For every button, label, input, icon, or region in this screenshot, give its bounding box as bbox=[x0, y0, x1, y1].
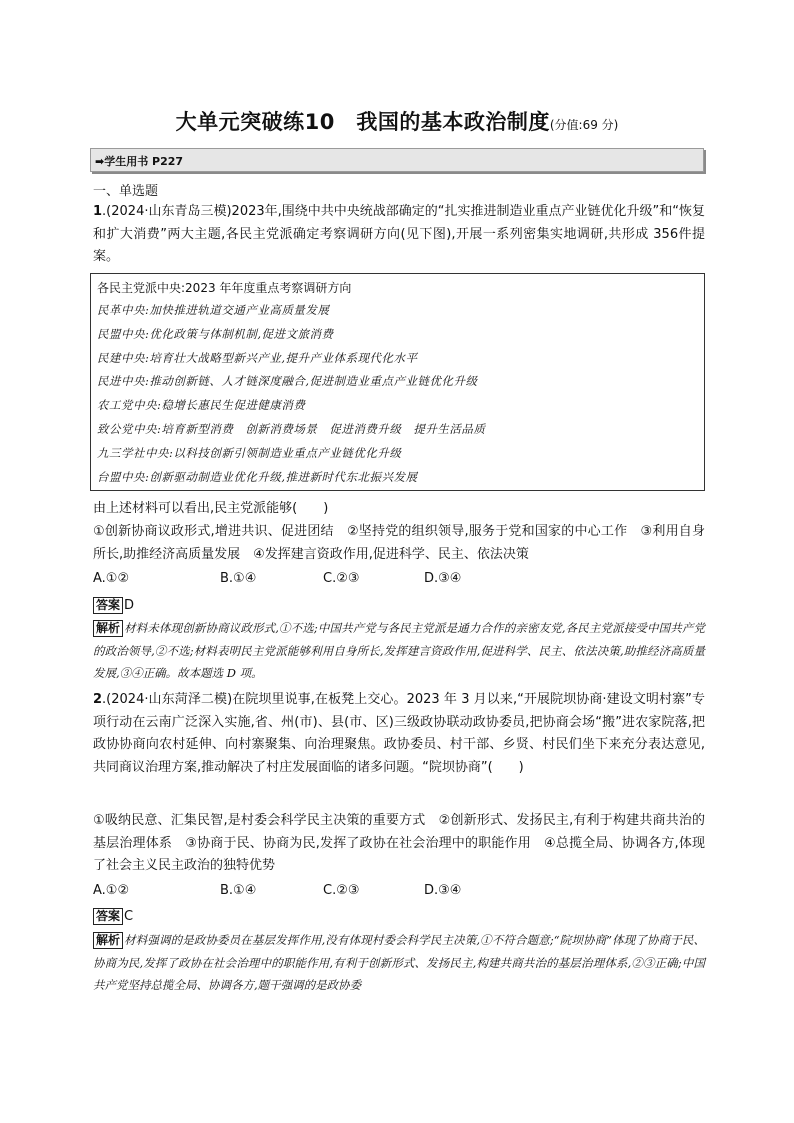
q1-stem-text: .(2024·山东青岛三模)2023年,围绕中共中央统战部确定的“扎实推进制造业重点产业链优化升级”和“恢复和扩大消费”两大主题,各民主党派确定考察调研方向(见下图),开展一系列密集实地调研,共形成 356件提案。 bbox=[93, 204, 705, 264]
q2-option-d: D.③④ bbox=[424, 883, 462, 898]
title-main: 大单元突破练10 我国的基本政治制度 bbox=[175, 110, 550, 134]
answer-label: 答案 bbox=[93, 908, 123, 925]
student-book-reference-bar bbox=[90, 148, 704, 172]
q1-explanation bbox=[93, 617, 705, 685]
q2-stem bbox=[93, 689, 705, 779]
q2-option-a: A.①② bbox=[93, 883, 130, 898]
q1-table-row: 致公党中央:培育新型消费 创新消费场景 促进消费升级 提升生活品质 bbox=[97, 421, 486, 436]
q1-option-a: A.①② bbox=[93, 571, 130, 586]
q2-option-c: C.②③ bbox=[323, 883, 360, 898]
q2-answer bbox=[93, 908, 133, 925]
q2-answer-value: C bbox=[124, 909, 134, 924]
q1-option-c: C.②③ bbox=[323, 571, 360, 586]
page-title bbox=[0, 106, 794, 136]
section-heading: 一、单选题 bbox=[93, 184, 159, 199]
explain-label: 解析 bbox=[93, 620, 123, 637]
answer-label: 答案 bbox=[93, 597, 123, 614]
q2-option-b: B.①④ bbox=[220, 883, 257, 898]
q2-stem-text: .(2024·山东菏泽二模)在院坝里说事,在板凳上交心。2023 年 3 月以来,“开展院坝协商·建设文明村寨”专项行动在云南广泛深入实施,省、州(市)、县(市、区)三级政协联动政协委员,把协商会场“搬”进农家院落,把政协协商向农村延伸、向村寨聚集、向治理聚焦。政协委员、村干部、乡贤、村民们坐下来充分表达意见,共同商议治理方案,推动解决了村庄发展面临的诸多问题。“院坝协商”( ) bbox=[93, 692, 705, 775]
q1-table-row: 农工党中央:稳增长惠民生促进健康消费 bbox=[97, 398, 306, 413]
q2-explanation bbox=[93, 929, 705, 997]
q1-table-row: 民盟中央:优化政策与体制机制,促进文旅消费 bbox=[97, 326, 334, 341]
q2-statements: ①吸纳民意、汇集民智,是村委会科学民主决策的重要方式 ②创新形式、发扬民主,有利于构建共商共治的基层治理体系 ③协商于民、协商为民,发挥了政协在社会治理中的职能作用 ④总揽全局、协调各方,体现了社会主义民主政治的独特优势 bbox=[93, 813, 705, 873]
book-reference: ➡学生用书 P227 bbox=[95, 155, 184, 168]
q1-stem bbox=[93, 201, 705, 269]
q1-answer bbox=[93, 597, 134, 614]
q1-explain-text: 材料未体现创新协商议政形式,①不选;中国共产党与各民主党派是通力合作的亲密友党,各民主党派接受中国共产党的政治领导,②不选;材料表明民主党派能够利用自身所长,发挥建言资政作用,促进科学、民主、依法决策,助推经济高质量发展,③④正确。故本题选 D 项。 bbox=[93, 621, 705, 680]
explain-label: 解析 bbox=[93, 932, 123, 949]
q2-number: 2 bbox=[93, 692, 103, 707]
q1-option-d: D.③④ bbox=[424, 571, 462, 586]
q1-table-row: 民进中央:推动创新链、人才链深度融合,促进制造业重点产业链优化升级 bbox=[97, 374, 478, 389]
q1-material-table bbox=[90, 273, 705, 491]
q1-table-row: 民建中央:培育壮大战略型新兴产业,提升产业体系现代化水平 bbox=[97, 350, 418, 365]
q1-answer-value: D bbox=[124, 598, 135, 613]
q1-table-row: 九三学社中央:以科技创新引领制造业重点产业链优化升级 bbox=[97, 445, 402, 460]
q1-option-b: B.①④ bbox=[220, 571, 257, 586]
q1-table-header: 各民主党派中央:2023 年年度重点考察调研方向 bbox=[97, 281, 352, 295]
title-score: (分值:69 分) bbox=[549, 118, 619, 132]
q1-table-row: 台盟中央:创新驱动制造业优化升级,推进新时代东北振兴发展 bbox=[97, 469, 418, 484]
q1-question: 由上述材料可以看出,民主党派能够( ) bbox=[93, 501, 329, 516]
q1-number: 1 bbox=[93, 204, 103, 219]
q1-table-row: 民革中央:加快推进轨道交通产业高质量发展 bbox=[97, 303, 330, 317]
q1-statements: ①创新协商议政形式,增进共识、促进团结 ②坚持党的组织领导,服务于党和国家的中心工作 ③利用自身所长,助推经济高质量发展 ④发挥建言资政作用,促进科学、民主、依法决策 bbox=[93, 524, 705, 562]
q2-explain-text: 材料强调的是政协委员在基层发挥作用,没有体现村委会科学民主决策,①不符合题意;“院坝协商”体现了协商于民、协商为民,发挥了政协在社会治理中的职能作用,有利于创新形式、发扬民主,构建共商共治的基层治理体系,②③正确;中国共产党坚持总揽全局、协调各方,题干强调的是政协委 bbox=[93, 933, 705, 992]
